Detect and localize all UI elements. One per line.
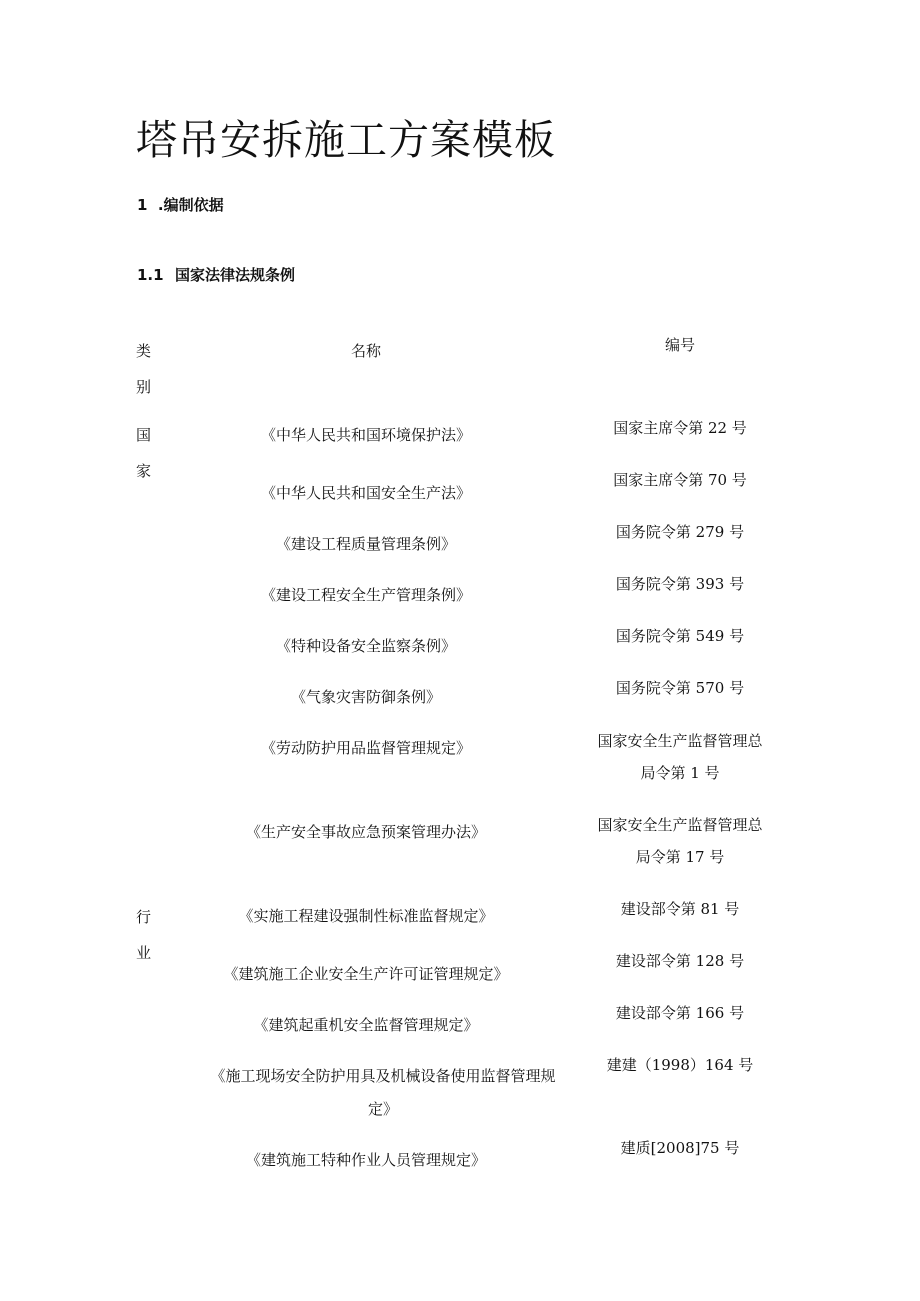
row-code: 建设部令第 166 号 [615,1004,745,1022]
section-heading-1: 1 .编制依据 [137,196,224,214]
header-name: 名称 [350,342,381,360]
row-code: 国务院令第 393 号 [615,575,745,593]
row-name: 《建筑施工特种作业人员管理规定》 [245,1151,486,1169]
row-name: 《建设工程质量管理条例》 [275,535,456,553]
section-number: 1.1 [137,266,164,284]
row-name: 《中华人民共和国环境保护法》 [260,426,471,444]
section-heading-1-1 [137,264,295,286]
row-name: 《特种设备安全监察条例》 [275,637,456,655]
row-code: 建质[2008]75 号 [620,1139,740,1157]
row-code: 建设部令第 81 号 [620,900,740,918]
row-code: 国务院令第 570 号 [615,679,745,697]
row-name: 《中华人民共和国安全生产法》 [260,484,471,502]
category-national: 国家 [136,426,152,480]
document-title: 塔吊安拆施工方案模板 [136,116,556,164]
row-name: 《施工现场安全防护用具及机械设备使用监督管理规定》 [210,1067,556,1118]
row-name: 《建设工程安全生产管理条例》 [260,586,471,604]
header-category: 类别 [136,342,152,396]
row-name: 《建筑施工企业安全生产许可证管理规定》 [223,965,509,983]
row-name: 《建筑起重机安全监督管理规定》 [253,1016,479,1034]
row-code: 建设部令第 128 号 [615,952,745,970]
row-name: 《生产安全事故应急预案管理办法》 [245,823,486,841]
row-code: 建建（1998）164 号 [606,1056,754,1074]
row-code: 国家主席令第 70 号 [613,471,747,489]
row-code: 国务院令第 549 号 [615,627,745,645]
row-code: 国家安全生产监督管理总局令第 17 号 [597,816,763,866]
header-code: 编号 [664,336,695,354]
row-code: 国务院令第 279 号 [615,523,745,541]
row-code: 国家安全生产监督管理总局令第 1 号 [597,732,763,782]
section-title: 国家法律法规条例 [175,266,296,284]
row-code: 国家主席令第 22 号 [613,419,747,437]
row-name: 《气象灾害防御条例》 [290,688,441,706]
category-industry: 行业 [136,908,152,962]
row-name: 《实施工程建设强制性标准监督规定》 [238,907,494,925]
row-name: 《劳动防护用品监督管理规定》 [260,739,471,757]
